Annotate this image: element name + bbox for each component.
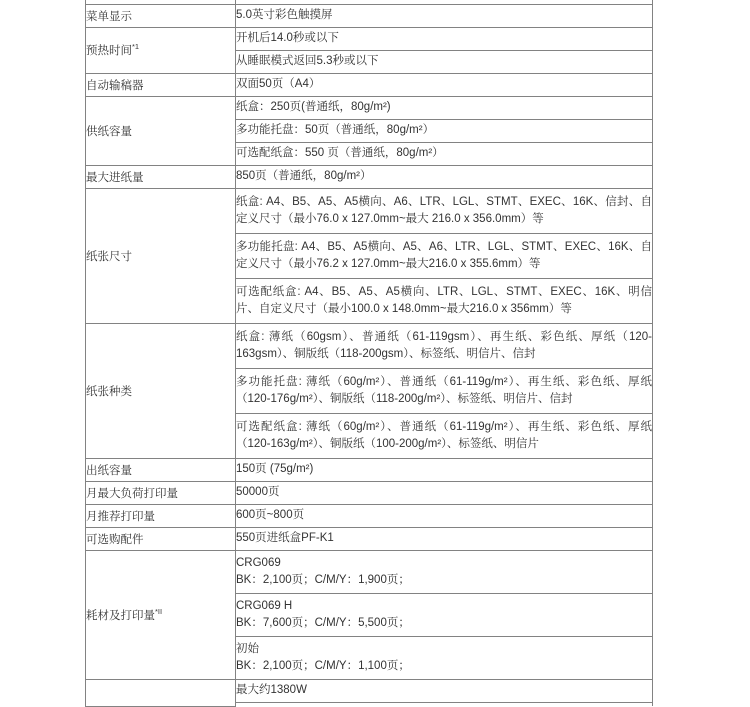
spec-value (236, 96, 653, 119)
spec-label-text: 耗材及打印量 (86, 609, 155, 622)
spec-value-line: 600页~800页 (236, 509, 305, 521)
table-row (86, 188, 653, 233)
spec-value (236, 481, 653, 504)
spec-value-line: 双面50页（A4） (236, 78, 321, 90)
spec-value-line: 从睡眠模式返回5.3秒或以下 (236, 55, 379, 67)
spec-value (236, 550, 653, 593)
spec-label (86, 458, 236, 481)
spec-label (86, 323, 236, 458)
spec-value-line: 可选配纸盒: 薄纸（60g/m²）、普通纸（61-119g/m²）、再生纸、彩色纸、厚纸（120-163g/m²）、铜版纸（100-200g/m²）、标签纸、明信片 (236, 420, 652, 450)
spec-label-text: 月最大负荷打印量 (86, 487, 178, 500)
spec-value (236, 4, 653, 27)
footnote-marker: *1 (132, 42, 140, 52)
spec-value (236, 50, 653, 73)
table-row (86, 679, 653, 702)
spec-label (86, 550, 236, 679)
spec-label-text: 预热时间 (86, 45, 132, 57)
spec-label (86, 165, 236, 188)
spec-label-text: 可选购配件 (86, 533, 144, 546)
table-row (86, 73, 653, 96)
spec-value-line: 550页进纸盒PF-K1 (236, 532, 334, 544)
spec-value (236, 142, 653, 165)
spec-value-line: 5.0英寸彩色触摸屏 (236, 9, 333, 21)
table-row (86, 504, 653, 527)
spec-label-text: 出纸容量 (86, 464, 132, 477)
spec-value-line: BK：2,100页；C/M/Y：1,900页； (236, 573, 410, 586)
spec-label-text: 菜单显示 (86, 10, 132, 23)
spec-value-line: 多功能托盘: 薄纸（60g/m²）、普通纸（61-119g/m²）、再生纸、彩色纸、厚纸（120-176g/m²）、铜版纸（118-200g/m²）、标签纸、明信片、信封 (236, 375, 652, 405)
spec-value-line: CRG069 (236, 556, 281, 569)
table-row (86, 550, 653, 593)
spec-table-body (86, 0, 653, 706)
spec-label (86, 504, 236, 527)
spec-value (236, 527, 653, 550)
table-row (86, 481, 653, 504)
spec-label-text: 最大进纸量 (86, 171, 144, 184)
spec-value (236, 165, 653, 188)
spec-value (236, 233, 653, 278)
spec-table (85, 0, 653, 707)
spec-label-text: 月推荐打印量 (86, 510, 155, 523)
spec-value (236, 73, 653, 96)
spec-label (86, 679, 236, 706)
table-row (86, 4, 653, 27)
spec-value-line: BK：2,100页；C/M/Y：1,100页； (236, 659, 410, 672)
spec-value (236, 504, 653, 527)
table-row (86, 27, 653, 50)
table-row (86, 458, 653, 481)
table-row (86, 165, 653, 188)
spec-value (236, 413, 653, 458)
spec-value-line: 可选配纸盒: A4、B5、A5、A5横向、LTR、LGL、STMT、EXEC、16K、明信片、自定义尺寸（最小100.0 x 148.0mm~最大216.0 x 356mm）等 (236, 285, 652, 315)
spec-value-line: 初始 (236, 642, 259, 655)
spec-value-line: 可选配纸盒：550 页（普通纸，80g/m²） (236, 147, 444, 159)
spec-value-line: 开机后14.0秒或以下 (236, 32, 339, 44)
spec-value (236, 27, 653, 50)
spec-label (86, 27, 236, 73)
spec-value-line: 多功能托盘: A4、B5、A5横向、A5、A6、LTR、LGL、STMT、EXEC、16K、自定义尺寸（最小76.2 x 127.0mm~最大216.0 x 355.6mm）等 (236, 240, 652, 270)
spec-value-line: 多功能托盘：50页（普通纸，80g/m²） (236, 124, 435, 136)
table-row (86, 323, 653, 368)
spec-label (86, 527, 236, 550)
spec-label-text: 纸张种类 (86, 385, 132, 398)
spec-value (236, 679, 653, 702)
spec-label-text: 供纸容量 (86, 125, 132, 138)
spec-value-line: 最大约1380W (236, 684, 307, 696)
spec-label (86, 4, 236, 27)
spec-value-line: 纸盒: 薄纸（60gsm）、普通纸（61-119gsm）、再生纸、彩色纸、厚纸（120-163gsm）、铜版纸（118-200gsm）、标签纸、明信片、信封 (236, 330, 652, 360)
spec-value (236, 119, 653, 142)
table-row (86, 527, 653, 550)
spec-label (86, 73, 236, 96)
spec-label (86, 188, 236, 323)
spec-value (236, 188, 653, 233)
spec-value (236, 702, 653, 706)
footnote-marker: *II (155, 606, 163, 616)
spec-value-line: CRG069 H (236, 599, 293, 612)
spec-value (236, 458, 653, 481)
spec-value (236, 323, 653, 368)
spec-value-line: 纸盒：250页(普通纸，80g/m²) (236, 101, 391, 113)
spec-label-text: 自动输稿器 (86, 79, 144, 92)
spec-label-text: 纸张尺寸 (86, 250, 132, 263)
spec-value (236, 368, 653, 413)
spec-value-line: BK：7,600页；C/M/Y：5,500页； (236, 616, 410, 629)
spec-value (236, 636, 653, 679)
spec-value-line: 150页 (75g/m²) (236, 463, 314, 475)
spec-value-line: 纸盒: A4、B5、A5、A5横向、A6、LTR、LGL、STMT、EXEC、16K、信封、自定义尺寸（最小76.0 x 127.0mm~最大 216.0 x 356.0mm）等 (236, 195, 652, 225)
table-row (86, 96, 653, 119)
spec-value-line: 50000页 (236, 486, 280, 498)
spec-label (86, 96, 236, 165)
spec-value-line: 850页（普通纸，80g/m²） (236, 170, 372, 182)
spec-value (236, 593, 653, 636)
spec-value (236, 278, 653, 323)
spec-label (86, 481, 236, 504)
